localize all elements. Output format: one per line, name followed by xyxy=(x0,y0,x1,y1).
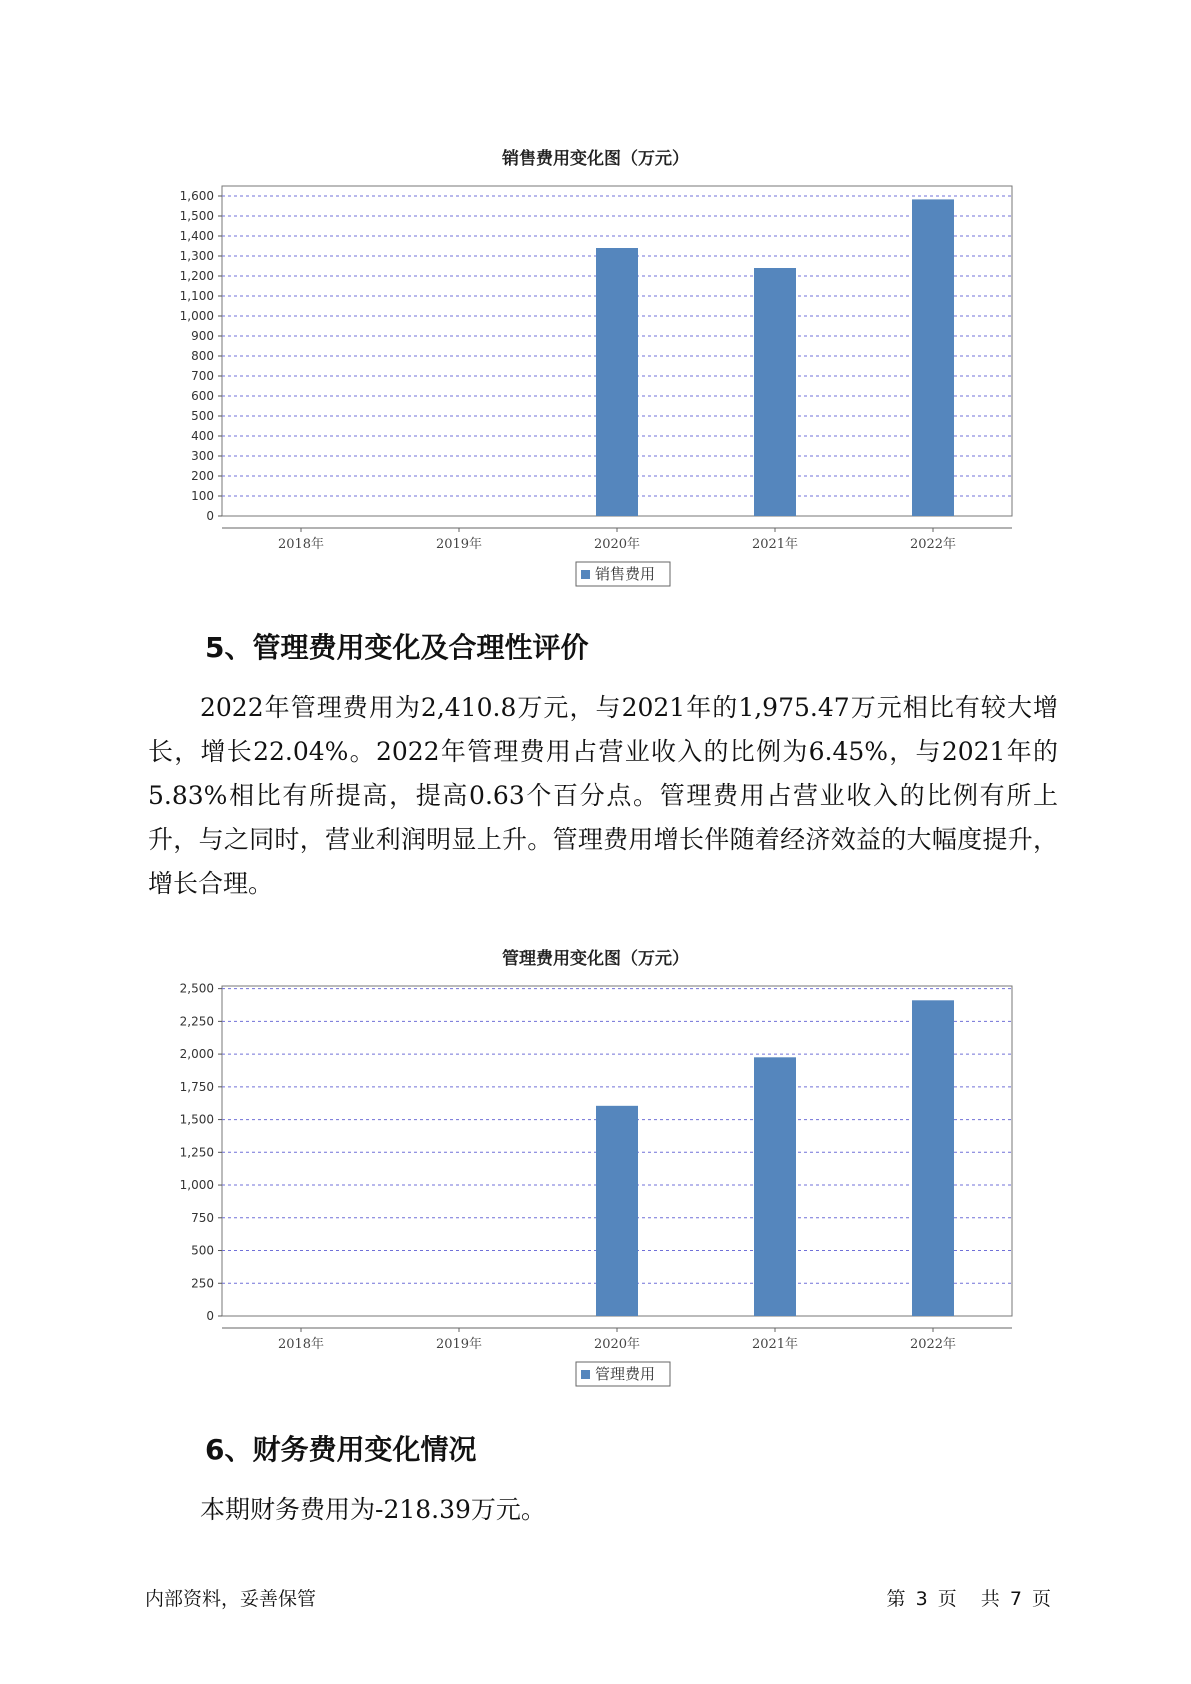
section6-paragraph: 本期财务费用为-218.39万元。 xyxy=(200,1495,546,1524)
y-tick-label: 1,100 xyxy=(179,289,214,303)
y-tick-label: 500 xyxy=(191,409,214,423)
bar xyxy=(596,1106,638,1316)
bar xyxy=(912,199,954,516)
footer-confidential-note: 内部资料，妥善保管 xyxy=(145,1588,317,1610)
y-tick-label: 0 xyxy=(206,509,214,523)
y-tick-label: 900 xyxy=(191,329,214,343)
total-number: 7 xyxy=(1009,1588,1022,1610)
sales-chart-title: 销售费用变化图（万元） xyxy=(502,149,689,169)
y-tick-label: 2,250 xyxy=(179,1014,214,1029)
y-tick-label: 700 xyxy=(191,369,214,383)
admin-expense-chart xyxy=(0,980,1191,1400)
x-tick-label: 2018年 xyxy=(277,537,325,552)
legend-label: 销售费用 xyxy=(595,565,656,583)
admin-chart-title: 管理费用变化图（万元） xyxy=(502,949,689,969)
y-tick-label: 500 xyxy=(191,1243,214,1258)
section6-heading: 6、财务费用变化情况 xyxy=(205,1433,477,1466)
x-tick-label: 2020年 xyxy=(593,1337,641,1352)
y-tick-label: 100 xyxy=(191,489,214,503)
legend-label: 管理费用 xyxy=(595,1365,656,1383)
y-tick-label: 1,600 xyxy=(179,189,214,203)
total-unit: 页 xyxy=(1031,1588,1051,1610)
y-tick-label: 1,000 xyxy=(179,1178,214,1193)
section5-heading: 5、管理费用变化及合理性评价 xyxy=(205,631,589,664)
bar xyxy=(912,1000,954,1316)
y-tick-label: 1,400 xyxy=(179,229,214,243)
x-tick-label: 2020年 xyxy=(593,537,641,552)
y-tick-label: 1,500 xyxy=(179,209,214,223)
page-number: 3 xyxy=(915,1588,928,1610)
y-tick-label: 1,750 xyxy=(179,1079,214,1094)
y-tick-label: 1,250 xyxy=(179,1145,214,1160)
x-tick-label: 2019年 xyxy=(435,537,483,552)
y-tick-label: 1,300 xyxy=(179,249,214,263)
footer-page-indicator xyxy=(883,1584,1051,1611)
y-tick-label: 800 xyxy=(191,349,214,363)
x-tick-label: 2019年 xyxy=(435,1337,483,1352)
x-tick-label: 2022年 xyxy=(909,1337,957,1352)
y-tick-label: 2,500 xyxy=(179,981,214,996)
y-tick-label: 300 xyxy=(191,449,214,463)
legend-swatch xyxy=(581,1370,590,1379)
y-tick-label: 400 xyxy=(191,429,214,443)
y-tick-label: 600 xyxy=(191,389,214,403)
y-tick-label: 750 xyxy=(191,1210,214,1225)
total-prefix: 共 xyxy=(980,1588,1000,1610)
legend xyxy=(576,562,670,586)
y-tick-label: 250 xyxy=(191,1276,214,1291)
legend-swatch xyxy=(581,570,590,579)
bar xyxy=(754,268,796,516)
page-unit: 页 xyxy=(937,1588,957,1610)
y-tick-label: 2,000 xyxy=(179,1047,214,1062)
x-tick-label: 2018年 xyxy=(277,1337,325,1352)
sales-expense-chart xyxy=(0,180,1191,600)
y-tick-label: 0 xyxy=(206,1309,214,1323)
y-tick-label: 200 xyxy=(191,469,214,483)
x-tick-label: 2021年 xyxy=(751,537,799,552)
legend xyxy=(576,1362,670,1386)
x-tick-label: 2021年 xyxy=(751,1337,799,1352)
page-prefix: 第 xyxy=(886,1588,906,1610)
bar xyxy=(596,248,638,516)
y-tick-label: 1,000 xyxy=(179,309,214,323)
section5-paragraph: 2022年管理费用为2,410.8万元，与2021年的1,975.47万元相比有较大增长，增长22.04%。2022年管理费用占营业收入的比例为6.45%，与2021年的5.83%相比有所提高，提高0.63个百分点。管理费用占营业收入的比例有所上升，与之同时，营业利润明显上升。管理费用增长伴随着经济效益的大幅度提升，增长合理。 xyxy=(148,693,1058,898)
y-tick-label: 1,500 xyxy=(179,1112,214,1127)
bar xyxy=(754,1057,796,1316)
y-tick-label: 1,200 xyxy=(179,269,214,283)
x-tick-label: 2022年 xyxy=(909,537,957,552)
